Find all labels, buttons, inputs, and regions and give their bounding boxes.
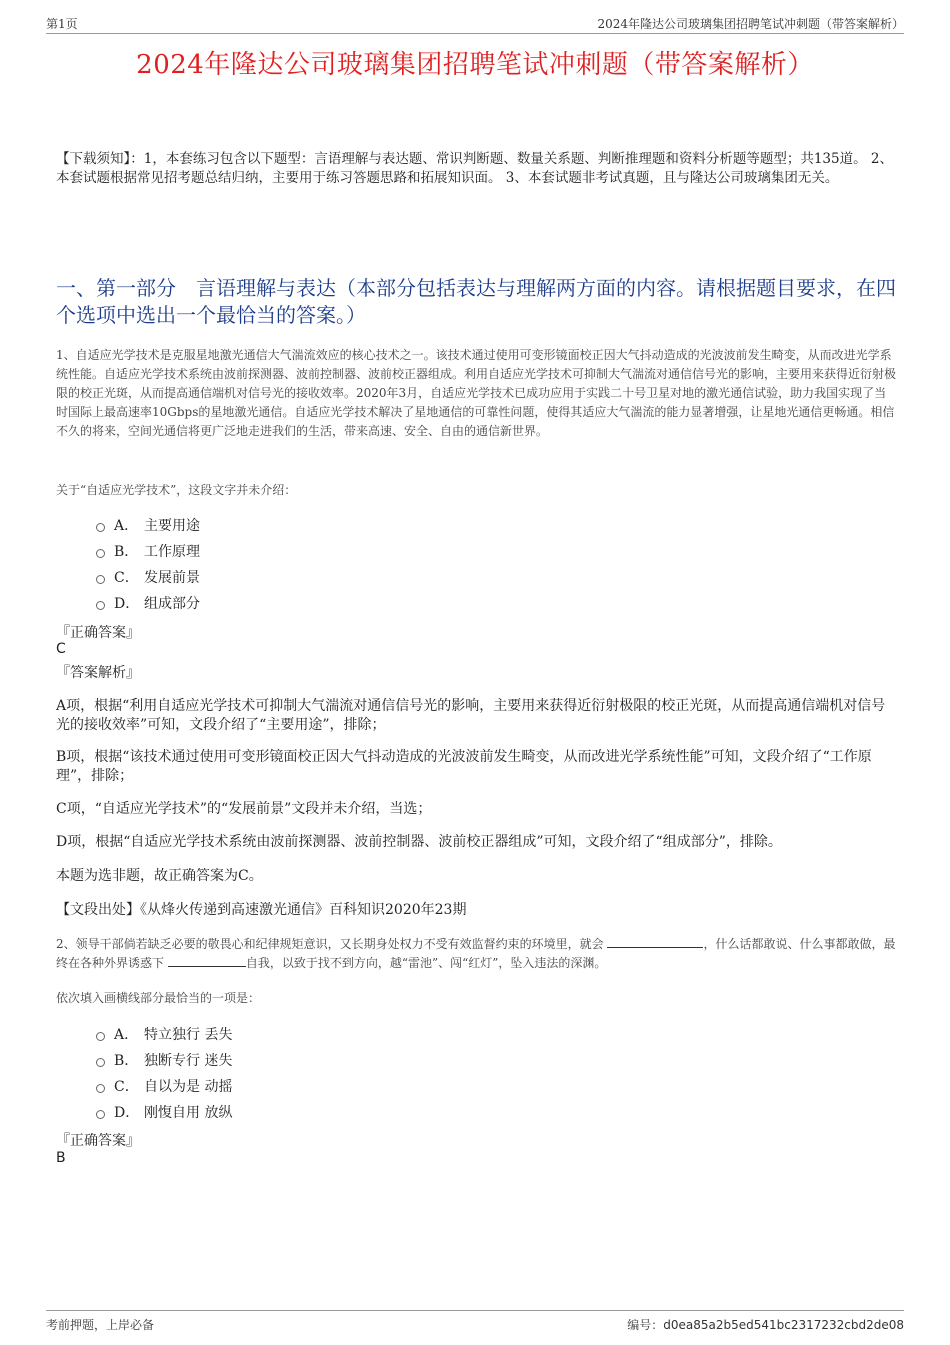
section-heading: 一、第一部分 言语理解与表达（本部分包括表达与理解两方面的内容。请根据题目要求，在四个选项中选出一个最恰当的答案。） <box>56 276 896 327</box>
q1-answer-label: 『正确答案』 <box>56 625 140 641</box>
q1-question: 关于“自适应光学技术”，这段文字并未介绍： <box>56 483 297 497</box>
footer-slogan: 考前押题，上岸必备 <box>46 1318 155 1332</box>
radio-icon[interactable] <box>96 1032 105 1041</box>
q2-answer-label: 『正确答案』 <box>56 1133 140 1149</box>
q1-conclusion: 本题为选非题，故正确答案为C。 <box>56 868 263 884</box>
q1-analysis-a: A项，根据“利用自适应光学技术可抑制大气湍流对通信信号光的影响，主要用来获得近衍射极限的校正光斑，从而提高通信端机对信号光的接收效率”可知，文段介绍了“主要用途”，排除； <box>56 698 886 733</box>
document-code: 编号：d0ea85a2b5ed541bc2317232cbd2de08 <box>627 1318 904 1332</box>
q1-option-a[interactable]: A． 主要用途 <box>96 512 796 538</box>
radio-icon[interactable] <box>96 575 105 584</box>
document-title: 2024年隆达公司玻璃集团招聘笔试冲刺题（带答案解析） <box>136 50 814 80</box>
q1-options <box>96 512 796 616</box>
q1-analysis-b: B项，根据“该技术通过使用可变形镜面校正因大气抖动造成的光波波前发生畸变，从而改进光学系统性能”可知，文段介绍了“工作原理”，排除； <box>56 749 872 784</box>
q2-option-c[interactable]: C． 自以为是 动摇 <box>96 1073 796 1099</box>
radio-icon[interactable] <box>96 1058 105 1067</box>
q2-options <box>96 1021 796 1125</box>
radio-icon[interactable] <box>96 1084 105 1093</box>
q2-question: 依次填入画横线部分最恰当的一项是： <box>56 991 261 1005</box>
radio-icon[interactable] <box>96 523 105 532</box>
q1-option-c[interactable]: C． 发展前景 <box>96 564 796 590</box>
download-notice: 【下载须知】：1，本套练习包含以下题型：言语理解与表达题、常识判断题、数量关系题、判断推理题和资料分析题等题型；共135道。 2、本套试题根据常见招考题总结归纳，主要用于练习答题思路和拓展知识面。 3、本套试题非考试真题，且与隆达公司玻璃集团无关。 <box>56 151 893 186</box>
page-number: 第1页 <box>46 17 78 31</box>
radio-icon[interactable] <box>96 601 105 610</box>
q2-answer: B <box>56 1150 66 1166</box>
header-doc-title: 2024年隆达公司玻璃集团招聘笔试冲刺题（带答案解析） <box>597 17 904 31</box>
fill-blank-2[interactable] <box>168 954 246 967</box>
q2-option-b[interactable]: B． 独断专行 迷失 <box>96 1047 796 1073</box>
q1-option-b[interactable]: B． 工作原理 <box>96 538 796 564</box>
q1-answer: C <box>56 641 66 657</box>
q1-source: 【文段出处】《从烽火传递到高速激光通信》百科知识2020年23期 <box>56 902 467 918</box>
q1-analysis-label: 『答案解析』 <box>56 665 140 681</box>
q1-passage: 1、自适应光学技术是克服星地激光通信大气湍流效应的核心技术之一。该技术通过使用可变形镜面校正因大气抖动造成的光波波前发生畸变，从而改进光学系统性能。自适应光学技术系统由波前探测器、波前控制器、波前校正器组成。利用自适应光学技术可抑制大气湍流对通信信号光的影响，主要用来获得近衍射极限的校正光斑，从而提高通信端机对信号光的接收效率。2020年3月，自适应光学技术已成功应用于实践二十号卫星对地的激光通信试验，助力我国实现了当时国际上最高速率10Gbps的星地激光通信。自适应光学技术解决了星地通信的可靠性问题，使得其适应大气湍流的能力显著增强，让星地光通信更畅通。相信不久的将来，空间光通信将更广泛地走进我们的生活，带来高速、安全、自由的通信新世界。 <box>56 348 897 438</box>
page-header <box>46 14 904 34</box>
q1-option-d[interactable]: D． 组成部分 <box>96 590 796 616</box>
radio-icon[interactable] <box>96 549 105 558</box>
q1-analysis-d: D项，根据“自适应光学技术系统由波前探测器、波前控制器、波前校正器组成”可知，文段介绍了“组成部分”，排除。 <box>56 834 782 850</box>
radio-icon[interactable] <box>96 1110 105 1119</box>
fill-blank-1[interactable] <box>607 935 703 948</box>
q2-option-a[interactable]: A． 特立独行 丢失 <box>96 1021 796 1047</box>
q2-option-d[interactable]: D． 刚愎自用 放纵 <box>96 1099 796 1125</box>
page-footer <box>46 1310 904 1335</box>
q1-analysis-c: C项，“自适应光学技术”的“发展前景”文段并未介绍，当选； <box>56 801 432 817</box>
q2-passage: 2、领导干部倘若缺乏必要的敬畏心和纪律规矩意识，又长期身处权力不受有效监督约束的环境里，就会 ，什么话都敢说、什么事都敢做，最终在各种外界诱惑下 自我，以致于找不到方向，越“雷池”、闯“红灯”，坠入违法的深渊。 <box>56 937 896 970</box>
